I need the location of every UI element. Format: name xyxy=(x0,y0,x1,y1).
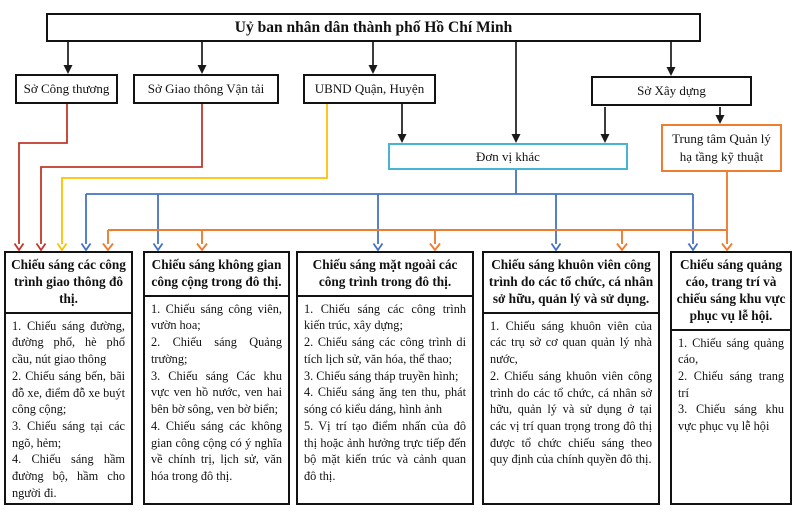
category-item: 1. Chiếu sáng các công trình kiến trúc, xây dựng; xyxy=(304,301,466,333)
category-title: Chiếu sáng các công trình giao thông đô thị. xyxy=(6,253,131,314)
dept-box-ubnd-quan-huyen xyxy=(303,74,436,104)
dept-label: Sở Giao thông Vận tải xyxy=(147,80,265,96)
infrastructure-center-label: Trung tâm Quản lý hạ tầng kỹ thuật xyxy=(672,131,771,164)
category-item: 2. Chiếu sáng trang trí xyxy=(678,368,784,400)
category-title: Chiếu sáng quảng cáo, trang trí và chiếu sáng khu vực phục vụ lễ hội. xyxy=(672,253,790,331)
category-item: 4. Chiếu sáng hầm đường bộ, hầm cho người đi. xyxy=(12,452,125,500)
category-items xyxy=(145,297,288,503)
other-units-box xyxy=(388,143,628,170)
infrastructure-center-box xyxy=(661,124,782,172)
category-item: 3. Chiếu sáng khu vực phục vụ lễ hội xyxy=(678,402,784,434)
root-label: Uỷ ban nhân dân thành phố Hồ Chí Minh xyxy=(234,18,513,36)
category-title: Chiếu sáng khuôn viên công trình do các tổ chức, cá nhân sở hữu, quản lý và sử dụng. xyxy=(484,253,658,314)
dept-box-giao-thong-van-tai xyxy=(133,74,279,104)
root-box xyxy=(46,13,701,42)
category-box-public-space-lighting xyxy=(143,251,290,505)
category-item: 3. Chiếu sáng tháp truyền hình; xyxy=(304,368,459,383)
category-box-traffic-lighting xyxy=(4,251,133,505)
category-item: 1. Chiếu sáng công viên, vườn hoa; xyxy=(151,301,282,333)
category-item: 3. Chiếu sáng tại các ngõ, hẻm; xyxy=(12,418,125,450)
category-title: Chiếu sáng mặt ngoài các công trình trong đô thị. xyxy=(298,253,472,297)
category-item: 2. Chiếu sáng các công trình di tích lịch sử, văn hóa, thể thao; xyxy=(304,335,466,366)
category-item: 2. Chiếu sáng khuôn viên công trình do các tổ chức, cá nhân sở hữu, quản lý và sử dụng ở tại các vị trí quan trọng trong đô thị được tổ chức chiếu sáng theo quy định của chính quyền đô thị. xyxy=(490,368,652,467)
category-item: 4. Chiếu sáng các không gian công cộng có ý nghĩa về chính trị, lịch sử, văn hóa trong đô thị. xyxy=(151,418,282,483)
category-items xyxy=(298,297,472,503)
red-connectors xyxy=(15,104,203,250)
category-item: 4. Chiếu sáng ăng ten thu, phát sóng có kiểu dáng, hình ảnh xyxy=(304,385,466,417)
dept-box-cong-thuong xyxy=(15,74,118,104)
yellow-connector xyxy=(58,104,328,250)
category-item: 1. Chiếu sáng quảng cáo, xyxy=(678,335,784,367)
category-box-facade-lighting xyxy=(296,251,474,505)
dept-label: Sở Xây dựng xyxy=(637,82,706,98)
category-item: 2. Chiếu sáng Quảng trường; xyxy=(151,335,282,366)
dept-box-xay-dung xyxy=(591,76,752,106)
category-item: 3. Chiếu sáng Các khu vực ven hồ nước, ven hai bên bờ sông, ven bờ biển; xyxy=(151,368,282,417)
category-items xyxy=(672,331,790,504)
category-title: Chiếu sáng không gian công cộng trong đô thị. xyxy=(145,253,288,297)
category-item: 2. Chiếu sáng bến, bãi đỗ xe, điểm đỗ xe buýt công cộng; xyxy=(12,368,125,417)
dept-label: Sở Công thương xyxy=(23,80,110,96)
category-item: 1. Chiếu sáng đường, đường phố, hè phố cầu, nút giao thông xyxy=(12,318,125,367)
category-item: 1. Chiếu sáng khuôn viên của các trụ sở cơ quan quản lý nhà nước, xyxy=(490,318,652,367)
category-items xyxy=(484,314,658,503)
orange-connectors xyxy=(103,172,732,250)
category-items xyxy=(6,314,131,506)
other-units-label: Đơn vị khác xyxy=(476,148,540,164)
category-box-advertising-festival-lighting xyxy=(670,251,792,505)
category-item: 5. Vị trí tạo điểm nhấn của đô thị hoặc ảnh hưởng trực tiếp đến bộ mặt kiến trúc và cảnh quan đô thị. xyxy=(304,418,466,483)
dept-label: UBND Quận, Huyện xyxy=(314,80,425,96)
category-box-campus-lighting xyxy=(482,251,660,505)
blue-connectors xyxy=(82,170,698,250)
